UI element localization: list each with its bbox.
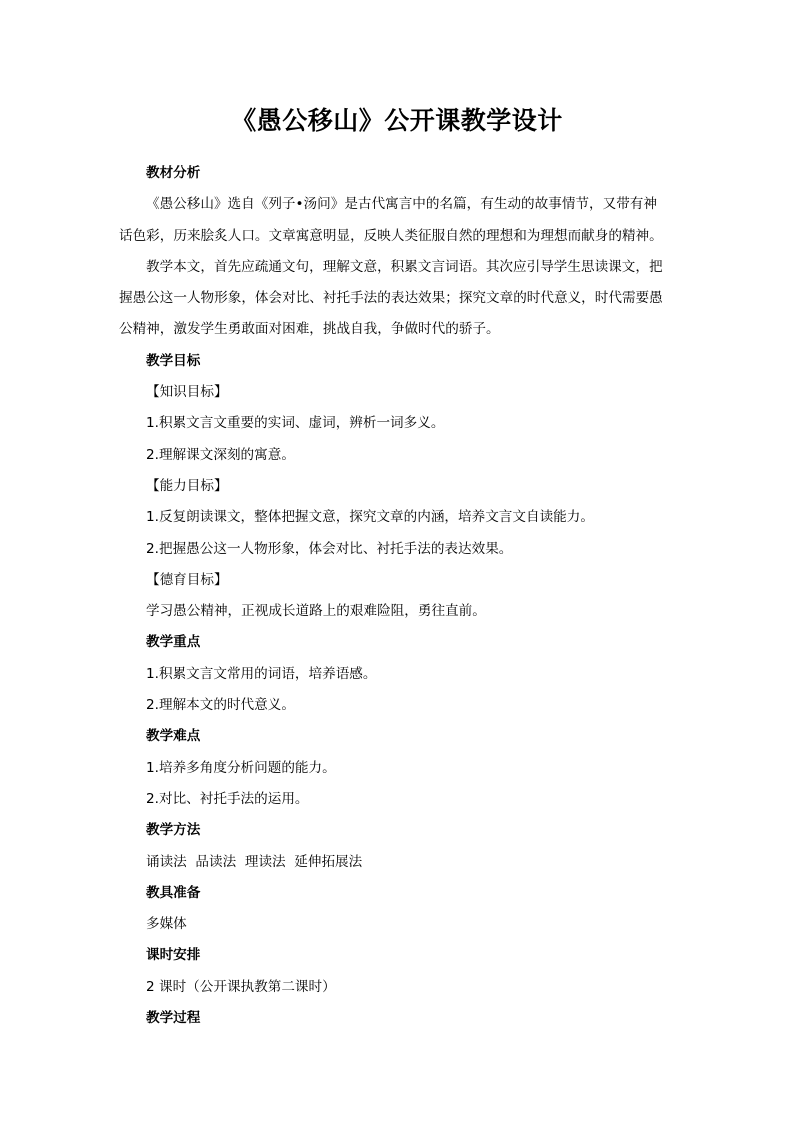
teaching-methods-text: 诵读法 品读法 理读法 延伸拓展法: [146, 853, 363, 870]
heading-key-points: 教学重点: [146, 634, 201, 651]
difficulty-2: 2.对比、衬托手法的运用。: [146, 790, 309, 807]
label-moral-goals: 【德育目标】: [146, 571, 228, 588]
key-point-1: 1.积累文言文常用的词语，培养语感。: [146, 665, 377, 682]
schedule-text: 2 课时（公开课执教第二课时）: [146, 978, 336, 995]
material-paragraph-1-line-2: [119, 221, 678, 252]
heading-teaching-tools: 教具准备: [146, 884, 201, 901]
material-p1-l2-text: 话色彩，历来脍炙人口。文章寓意明显，反映人类征服自然的理想和为理想而献身的精神。: [119, 227, 663, 244]
moral-goal-1: 学习愚公精神，正视成长道路上的艰难险阻，勇往直前。: [146, 603, 486, 620]
ability-goal-2: 2.把握愚公这一人物形象，体会对比、衬托手法的表达效果。: [146, 540, 513, 557]
material-p2-l3-text: 公精神，激发学生勇敢面对困难，挑战自我，争做时代的骄子。: [119, 321, 500, 338]
heading-teaching-goals: 教学目标: [146, 352, 201, 369]
label-knowledge-goals: 【知识目标】: [146, 384, 228, 401]
difficulty-1: 1.培养多角度分析问题的能力。: [146, 759, 336, 776]
heading-difficulties: 教学难点: [146, 728, 201, 745]
material-paragraph-1-line-1: [146, 189, 678, 220]
material-p2-l2-text: 握愚公这一人物形象，体会对比、衬托手法的表达效果；探究文章的时代意义，时代需要愚: [119, 290, 663, 307]
teaching-tools-text: 多媒体: [146, 916, 187, 933]
material-paragraph-2-line-2: [119, 283, 678, 314]
material-paragraph-2-line-1: [146, 252, 678, 283]
heading-material-analysis: 教材分析: [146, 165, 201, 181]
key-point-2: 2.理解本文的时代意义。: [146, 697, 295, 714]
document-title: 《愚公移山》公开课教学设计: [231, 106, 563, 135]
heading-schedule: 课时安排: [146, 947, 201, 964]
heading-teaching-methods: 教学方法: [146, 822, 201, 839]
heading-teaching-process: 教学过程: [146, 1010, 201, 1027]
material-p1-l1-text: 《愚公移山》选自《列子•汤问》是古代寓言中的名篇，有生动的故事情节，又带有神: [146, 196, 657, 213]
material-paragraph-2-line-3: [119, 314, 678, 345]
ability-goal-1: 1.反复朗读课文，整体把握文意，探究文章的内涵，培养文言文自读能力。: [146, 509, 594, 526]
knowledge-goal-2: 2.理解课文深刻的寓意。: [146, 446, 295, 463]
label-ability-goals: 【能力目标】: [146, 477, 228, 494]
document-body: [119, 158, 678, 1034]
material-p2-l1-text: 教学本文，首先应疏通文句，理解文意，积累文言词语。其次应引导学生思读课文，把: [146, 258, 663, 275]
knowledge-goal-1: 1.积累文言文重要的实词、虚词，辨析一词多义。: [146, 415, 445, 432]
